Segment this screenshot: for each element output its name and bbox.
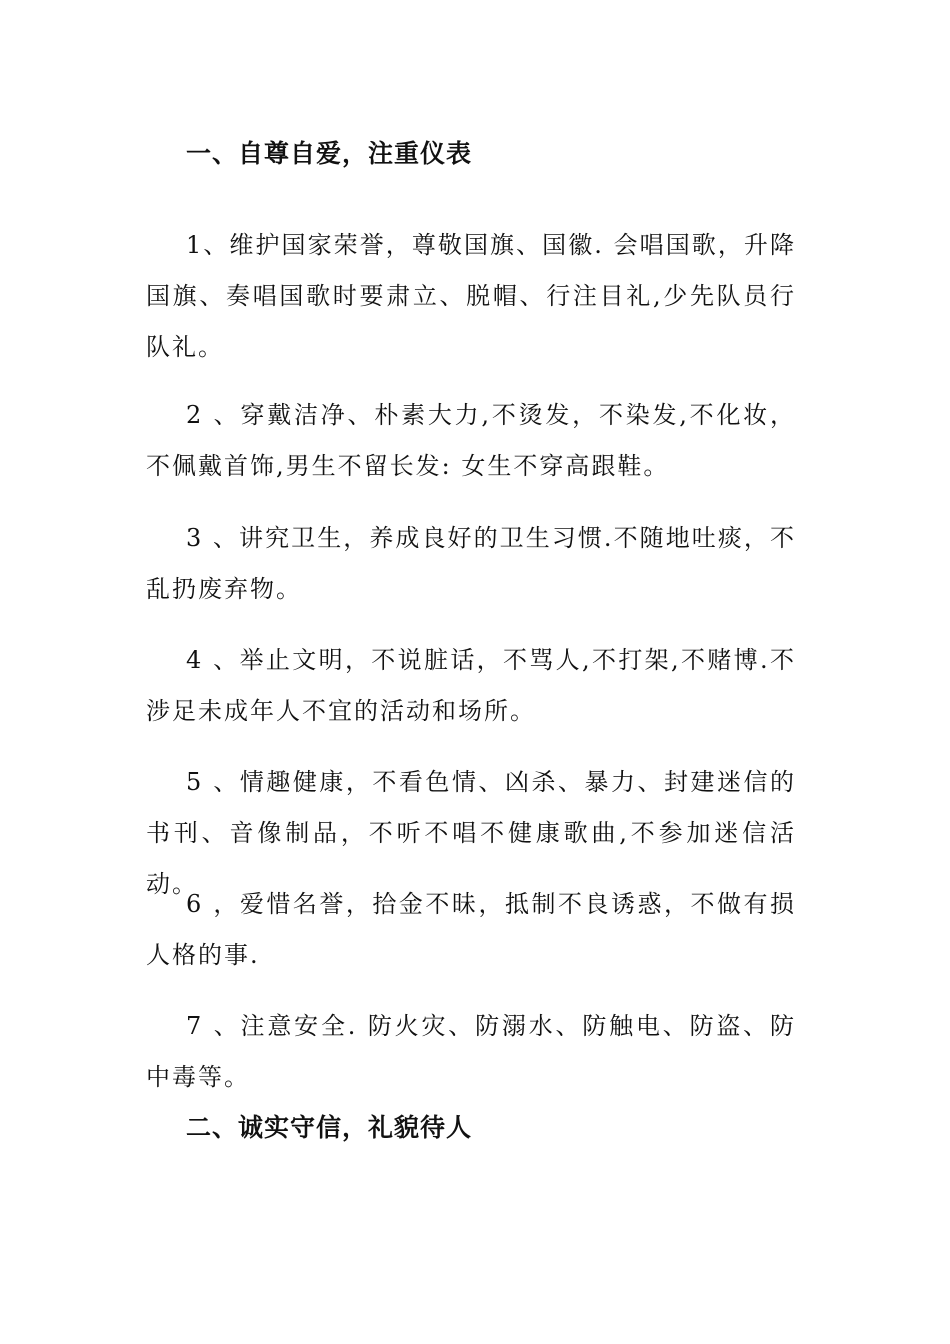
section-heading-2: 二、诚实守信，礼貌待人	[186, 1113, 473, 1142]
list-item-3: 3 、讲究卫生，养成良好的卫生习惯.不随地吐痰，不乱扔废弃物。	[146, 524, 796, 603]
list-item-7: 7 、注意安全. 防火灾、防溺水、防触电、防盗、防中毒等。	[146, 1012, 796, 1091]
list-item-4: 4 、举止文明，不说脏话，不骂人,不打架,不赌博.不涉足未成年人不宜的活动和场所。	[146, 646, 796, 725]
list-item-2: 2 、穿戴洁净、朴素大力,不烫发，不染发,不化妆，不佩戴首饰,男生不留长发: 女生不穿高跟鞋。	[146, 401, 796, 480]
list-item-1: 1、维护国家荣誉，尊敬国旗、国徽. 会唱国歌，升降国旗、奏唱国歌时要肃立、脱帽、行注目礼,少先队员行队礼。	[146, 231, 796, 361]
list-item-6: 6 ，爱惜名誉，拾金不昧，抵制不良诱惑，不做有损人格的事.	[146, 890, 796, 969]
section-heading-1: 一、自尊自爱，注重仪表	[186, 139, 473, 168]
list-item-5: 5 、情趣健康，不看色情、凶杀、暴力、封建迷信的书刊、音像制品，不听不唱不健康歌曲,不参加迷信活动。	[146, 768, 796, 898]
